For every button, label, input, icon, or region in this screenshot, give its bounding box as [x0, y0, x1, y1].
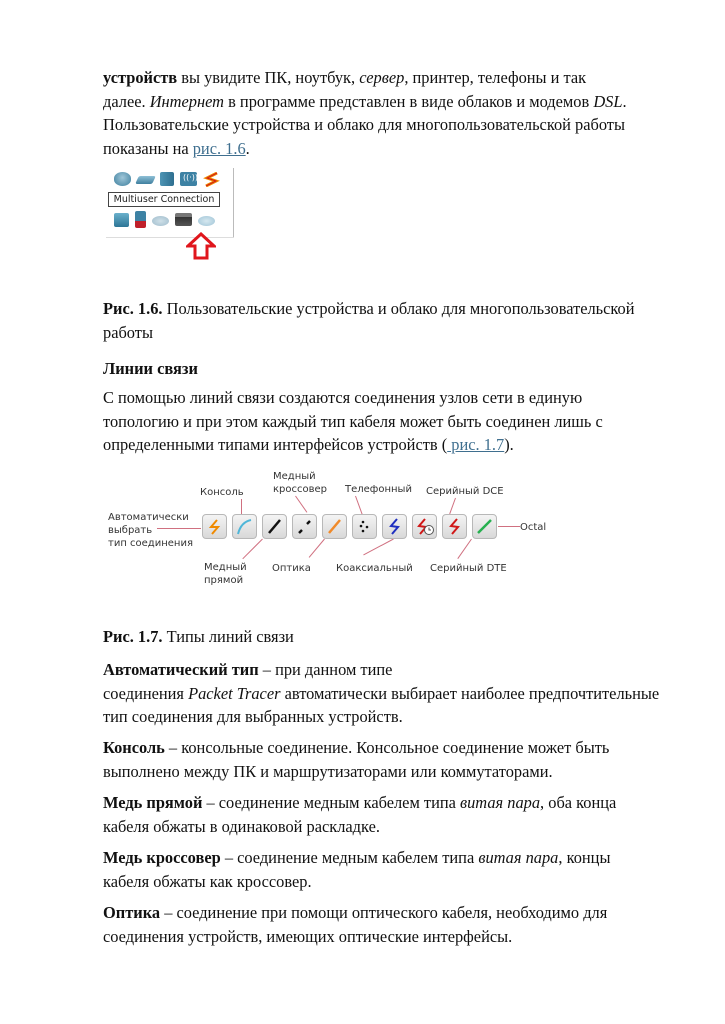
phone-button[interactable] — [352, 514, 377, 539]
definition-term: Медь кроссовер — [103, 848, 221, 867]
copper-straight-button[interactable] — [262, 514, 287, 539]
leader-line — [498, 526, 520, 527]
figure-1-7-link[interactable]: рис. 1.7 — [447, 435, 505, 454]
leader-line — [449, 498, 456, 514]
text: вы увидите ПК, ноутбук, — [177, 68, 360, 87]
text: Пользовательские устройства и облако для многопользовательской работы — [103, 115, 625, 134]
text: консольные соединение. Консольное соединение может быть выполнено между ПК и маршрутизаторами или коммутаторами. — [103, 738, 610, 781]
heading-text: Линии связи — [103, 359, 198, 378]
coaxial-icon — [383, 515, 406, 538]
section-paragraph — [103, 386, 643, 457]
text: , оба конца кабеля обжаты в одинаковой раскладке. — [103, 793, 617, 836]
copper-cross-button[interactable] — [292, 514, 317, 539]
text: , принтер, телефоны и так — [404, 68, 587, 87]
hub-icon[interactable] — [160, 172, 174, 186]
label-auto-2: выбрать — [108, 525, 153, 536]
leader-line — [157, 528, 201, 529]
text: , концы кабеля обжаты как кроссовер. — [103, 848, 611, 891]
leader-line — [295, 496, 307, 513]
section-heading — [103, 357, 673, 381]
text: соединение при помощи оптического кабеля, необходимо для соединения устройств, имеющих оптические интерфейсы. — [103, 903, 608, 946]
leader-line — [355, 496, 363, 515]
text: при данном типе — [275, 660, 393, 679]
label-copper-straight-2: прямой — [204, 575, 244, 586]
cloud-icon[interactable] — [152, 216, 169, 226]
text: показаны на — [103, 138, 193, 158]
serial-dte-button[interactable] — [442, 514, 467, 539]
text: С помощью линий связи создаются соединения узлов сети в единую топологию и при этом каждый тип кабеля может быть соединен лишь с определенными типами интерфейсов устройств ( — [103, 388, 603, 454]
italic-term: DSL — [593, 91, 623, 111]
definition-fiber — [103, 901, 643, 948]
text: в программе представлен в виде облаков и модемов — [224, 91, 594, 111]
leader-line — [309, 539, 325, 558]
label-auto-3: тип соединения — [108, 538, 193, 549]
label-serial-dce: Серийный DCE — [426, 486, 504, 497]
fiber-icon — [323, 515, 346, 538]
text: соединение медным кабелем типа — [237, 848, 479, 867]
server-icon[interactable] — [135, 211, 146, 228]
red-arrow-up-icon — [186, 232, 216, 260]
text: – — [220, 848, 238, 867]
text: – — [164, 738, 182, 757]
copper-straight-icon — [263, 515, 286, 538]
label-serial-dte: Серийный DTE — [430, 563, 507, 574]
device-category-row — [114, 172, 220, 187]
caption-label: Рис. 1.6. — [103, 299, 163, 318]
serial-dce-button[interactable] — [412, 514, 437, 539]
bold-term: устройств — [103, 68, 178, 87]
label-octal: Octal — [520, 522, 547, 533]
label-copper-cross-2: кроссовер — [273, 484, 328, 495]
text: – — [160, 903, 177, 922]
text: – — [202, 793, 219, 812]
figure-1-6-link[interactable]: рис. 1.6 — [192, 138, 246, 158]
octal-button[interactable] — [472, 514, 497, 539]
console-cable-icon — [233, 515, 256, 538]
label-copper-straight-1: Медный — [204, 562, 247, 573]
text: автоматически выбирает наиболее предпочтительные тип соединения для выбранных устройств. — [103, 683, 660, 726]
leader-line — [242, 539, 263, 560]
text: ). — [504, 435, 514, 454]
definition-copper-cross — [103, 846, 638, 893]
text: – — [258, 660, 276, 679]
definition-term: Медь прямой — [103, 793, 203, 812]
definition-console — [103, 736, 643, 783]
switch-icon[interactable] — [135, 176, 156, 184]
definition-term: Консоль — [103, 738, 165, 757]
auto-connection-icon — [203, 515, 226, 538]
definition-term: Оптика — [103, 903, 161, 922]
text: . — [245, 138, 250, 158]
leader-line — [363, 539, 393, 556]
connection-icon[interactable] — [203, 172, 220, 187]
text: . — [622, 91, 627, 111]
label-console: Консоль — [200, 487, 244, 498]
figure-1-7-caption — [103, 625, 673, 649]
figure-1-7-image — [100, 470, 560, 590]
caption-text: Пользовательские устройства и облако для многопользовательской работы — [103, 299, 635, 342]
auto-connection-button[interactable] — [202, 514, 227, 539]
fiber-button[interactable] — [322, 514, 347, 539]
definition-term: Автоматический тип — [103, 660, 259, 679]
multiuser-cloud-icon[interactable] — [198, 216, 215, 226]
wireless-icon[interactable]: ((·)) — [180, 172, 197, 186]
label-auto-1: Автоматически — [108, 512, 189, 523]
italic-term: сервер — [359, 68, 405, 87]
figure-1-6-image — [106, 166, 234, 238]
label-phone: Телефонный — [345, 484, 412, 495]
italic-term: Интернет — [149, 91, 224, 111]
text: соединения — [103, 683, 189, 703]
dsl-modem-icon[interactable] — [175, 213, 192, 226]
label-fiber: Оптика — [272, 563, 311, 574]
serial-dce-icon — [413, 515, 436, 538]
label-coax: Коаксиальный — [336, 563, 413, 574]
intro-paragraph — [103, 66, 673, 160]
serial-dte-icon — [443, 515, 466, 538]
divider — [233, 168, 234, 238]
definition-copper-straight — [103, 791, 648, 838]
phone-cable-icon — [353, 515, 376, 538]
device-type-row — [114, 213, 215, 228]
coaxial-button[interactable] — [382, 514, 407, 539]
multiuser-connection-label[interactable]: Multiuser Connection — [108, 192, 220, 207]
definition-auto — [103, 658, 673, 729]
caption-text: Типы линий связи — [162, 627, 294, 646]
italic-term: витая пара — [478, 848, 559, 867]
label-copper-cross-1: Медный — [273, 471, 316, 482]
console-button[interactable] — [232, 514, 257, 539]
octal-icon — [473, 515, 496, 538]
leader-line — [457, 539, 472, 559]
copper-cross-icon — [293, 515, 316, 538]
pc-icon[interactable] — [114, 213, 129, 227]
caption-label: Рис. 1.7. — [103, 627, 163, 646]
leader-line — [241, 499, 242, 515]
italic-term: витая пара — [460, 793, 541, 812]
figure-1-6-caption — [103, 297, 673, 344]
italic-term: Packet Tracer — [188, 683, 281, 703]
text: далее. — [103, 91, 150, 111]
text: соединение медным кабелем типа — [218, 793, 460, 812]
router-icon[interactable] — [114, 172, 131, 186]
